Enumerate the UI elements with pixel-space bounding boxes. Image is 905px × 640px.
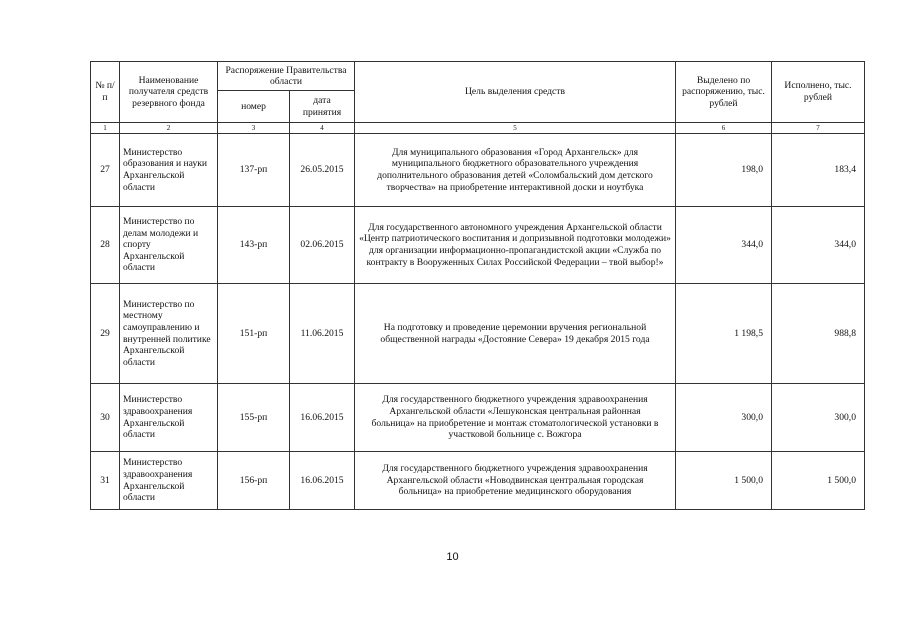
row-allocated: 198,0 xyxy=(676,134,772,207)
row-num: 28 xyxy=(91,207,120,284)
header-row xyxy=(91,62,865,91)
row-goal: Для муниципального образования «Город Архангельск» для муниципального бюджетного образовательного учреждения дополнительного образования детей «Соломбальский дом детского творчества» на приобретение интерактивной доски и ноутбука xyxy=(355,134,676,207)
row-goal: Для государственного автономного учреждения Архангельской области «Центр патриотического воспитания и допризывной подготовки молодежи» для организации информационно-пропагандистской акции «Служба по контракту в Вооруженных Силах Российской Федерации – твой выбор!» xyxy=(355,207,676,284)
row-recipient: Министерство по делам молодежи и спорту Архангельской области xyxy=(120,207,218,284)
column-number: 5 xyxy=(355,123,676,134)
row-order-date: 26.05.2015 xyxy=(290,134,355,207)
column-number: 3 xyxy=(218,123,290,134)
row-recipient: Министерство по местному самоуправлению и внутренней политике Архангельской области xyxy=(120,284,218,384)
header-order-number: номер xyxy=(218,91,290,123)
row-executed: 300,0 xyxy=(772,384,865,452)
row-goal: На подготовку и проведение церемонии вручения региональной общественной награды «Достояние Севера» 19 декабря 2015 года xyxy=(355,284,676,384)
header-num: № п/п xyxy=(91,62,120,123)
column-number: 6 xyxy=(676,123,772,134)
row-order-date: 16.06.2015 xyxy=(290,384,355,452)
table-row xyxy=(91,207,865,284)
row-recipient: Министерство здравоохранения Архангельской области xyxy=(120,452,218,510)
row-recipient: Министерство образования и науки Архангельской области xyxy=(120,134,218,207)
reserve-fund-table xyxy=(90,61,865,510)
column-number: 7 xyxy=(772,123,865,134)
table-row xyxy=(91,452,865,510)
row-order-number: 155-рп xyxy=(218,384,290,452)
header-goal: Цель выделения средств xyxy=(355,62,676,123)
row-num: 27 xyxy=(91,134,120,207)
page-number: 10 xyxy=(446,551,459,563)
row-num: 30 xyxy=(91,384,120,452)
column-number-row xyxy=(91,123,865,134)
row-executed: 988,8 xyxy=(772,284,865,384)
header-order: Распоряжение Правительства области xyxy=(218,62,355,91)
row-executed: 1 500,0 xyxy=(772,452,865,510)
row-allocated: 1 198,5 xyxy=(676,284,772,384)
row-order-number: 151-рп xyxy=(218,284,290,384)
row-goal: Для государственного бюджетного учреждения здравоохранения Архангельской области «Новодвинская центральная городская больница» на приобретение медицинского оборудования xyxy=(355,452,676,510)
table-row xyxy=(91,134,865,207)
row-executed: 344,0 xyxy=(772,207,865,284)
column-number: 1 xyxy=(91,123,120,134)
column-number: 2 xyxy=(120,123,218,134)
row-order-date: 02.06.2015 xyxy=(290,207,355,284)
row-order-number: 137-рп xyxy=(218,134,290,207)
row-order-number: 156-рп xyxy=(218,452,290,510)
row-recipient: Министерство здравоохранения Архангельской области xyxy=(120,384,218,452)
row-order-date: 11.06.2015 xyxy=(290,284,355,384)
row-num: 31 xyxy=(91,452,120,510)
row-executed: 183,4 xyxy=(772,134,865,207)
table-row xyxy=(91,384,865,452)
row-order-number: 143-рп xyxy=(218,207,290,284)
column-number: 4 xyxy=(290,123,355,134)
row-allocated: 300,0 xyxy=(676,384,772,452)
row-order-date: 16.06.2015 xyxy=(290,452,355,510)
row-allocated: 344,0 xyxy=(676,207,772,284)
row-allocated: 1 500,0 xyxy=(676,452,772,510)
row-num: 29 xyxy=(91,284,120,384)
header-order-date: дата принятия xyxy=(290,91,355,123)
header-recipient: Наименование получателя средств резервного фонда xyxy=(120,62,218,123)
row-goal: Для государственного бюджетного учреждения здравоохранения Архангельской области «Лешуконская центральная районная больница» на приобретение и монтаж стоматологической установки в участковой больнице с. Вожгора xyxy=(355,384,676,452)
table-row xyxy=(91,284,865,384)
header-executed: Исполнено, тыс. рублей xyxy=(772,62,865,123)
header-allocated: Выделено по распоряжению, тыс. рублей xyxy=(676,62,772,123)
